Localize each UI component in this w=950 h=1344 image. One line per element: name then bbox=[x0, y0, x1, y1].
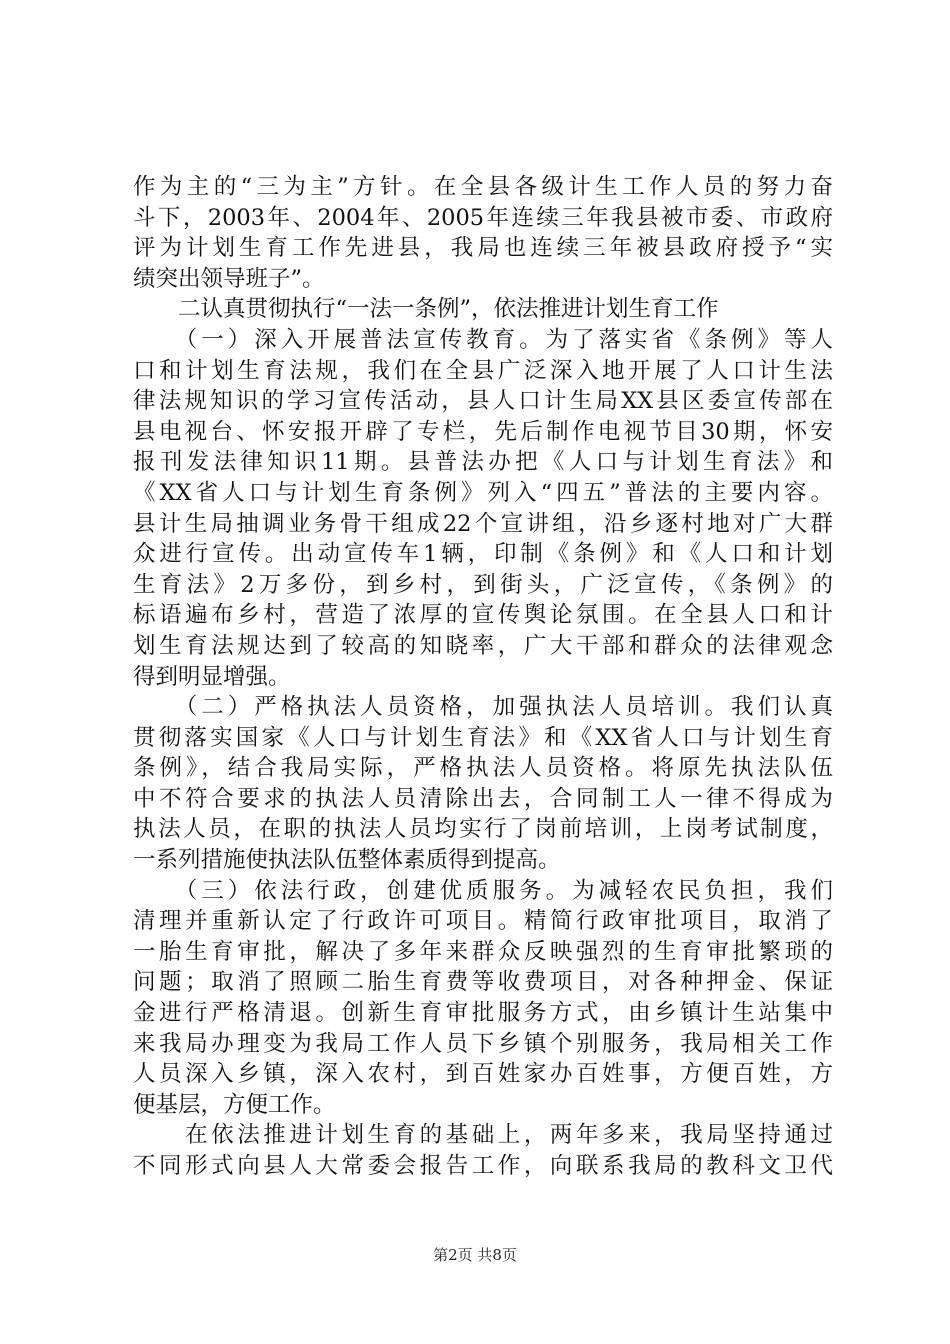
text-line: 执法人员，在职的执法人员均实行了岗前培训，上岗考试制度， bbox=[133, 816, 833, 843]
text-line: 律法规知识的学习宣传活动，县人口计生局XX县区委宣传部在 bbox=[133, 388, 833, 415]
text-line: （一）深入开展普法宣传教育。为了落实省《条例》等人 bbox=[133, 326, 833, 353]
text-line: 一系列措施使执法队伍整体素质得到提高。 bbox=[133, 847, 561, 874]
text-line: 绩突出领导班子”。 bbox=[133, 265, 325, 292]
text-line: 得到明显增强。 bbox=[133, 663, 291, 690]
text-line: 作为主的“三为主”方针。在全县各级计生工作人员的努力奋 bbox=[133, 174, 833, 200]
text-line: （三）依法行政，创建优质服务。为减轻农民负担，我们 bbox=[133, 877, 833, 904]
text-line: 县电视台、怀安报开辟了专栏，先后制作电视节目30期，怀安 bbox=[133, 418, 833, 445]
text-line: 众进行宣传。出动宣传车1辆，印制《条例》和《人口和计划 bbox=[133, 541, 833, 568]
text-line: 中不符合要求的执法人员清除出去，合同制工人一律不得成为 bbox=[133, 785, 833, 812]
text-line: 《XX省人口与计划生育条例》列入“四五”普法的主要内容。 bbox=[133, 479, 833, 506]
text-line: 县计生局抽调业务骨干组成22个宣讲组，沿乡逐村地对广大群 bbox=[133, 510, 833, 537]
text-line: 贯彻落实国家《人口与计划生育法》和《XX省人口与计划生育 bbox=[133, 724, 833, 751]
text-line: 口和计划生育法规，我们在全县广泛深入地开展了人口计生法 bbox=[133, 357, 833, 384]
text-line: 生育法》2万多份，到乡村，到街头，广泛宣传，《条例》的 bbox=[133, 571, 833, 598]
text-line: 划生育法规达到了较高的知晓率，广大干部和群众的法律观念 bbox=[133, 632, 833, 659]
text-line: （二）严格执法人员资格，加强执法人员培训。我们认真 bbox=[133, 694, 833, 721]
text-line: 报刊发法律知识11期。县普法办把《人口与计划生育法》和 bbox=[133, 449, 833, 476]
text-line: 评为计划生育工作先进县，我局也连续三年被县政府授予“实 bbox=[133, 235, 833, 262]
text-line: 人员深入乡镇，深入农村，到百姓家办百姓事，方便百姓，方 bbox=[133, 1061, 833, 1088]
text-line: 来我局办理变为我局工作人员下乡镇个别服务，我局相关工作 bbox=[133, 1030, 833, 1057]
text-line: 不同形式向县人大常委会报告工作，向联系我局的教科文卫代 bbox=[133, 1153, 833, 1179]
section-heading: 二认真贯彻执行“一法一条例”，依法推进计划生育工作 bbox=[133, 296, 719, 323]
page-number-footer: 第2页 共8页 bbox=[433, 1246, 517, 1264]
text-line: 斗下，2003年、2004年、2005年连续三年我县被市委、市政府 bbox=[133, 204, 833, 231]
text-line: 标语遍布乡村，营造了浓厚的宣传舆论氛围。在全县人口和计 bbox=[133, 602, 833, 629]
text-line: 一胎生育审批，解决了多年来群众反映强烈的生育审批繁琐的 bbox=[133, 938, 833, 965]
document-body bbox=[133, 172, 833, 1182]
text-line: 金进行严格清退。创新生育审批服务方式，由乡镇计生站集中 bbox=[133, 1000, 833, 1027]
text-line: 在依法推进计划生育的基础上，两年多来，我局坚持通过 bbox=[133, 1122, 833, 1149]
text-line: 问题；取消了照顾二胎生育费等收费项目，对各种押金、保证 bbox=[133, 969, 833, 996]
text-line: 清理并重新认定了行政许可项目。精简行政审批项目，取消了 bbox=[133, 908, 833, 935]
text-line: 便基层，方便工作。 bbox=[133, 1091, 336, 1118]
text-line: 条例》，结合我局实际，严格执法人员资格。将原先执法队伍 bbox=[133, 755, 833, 782]
